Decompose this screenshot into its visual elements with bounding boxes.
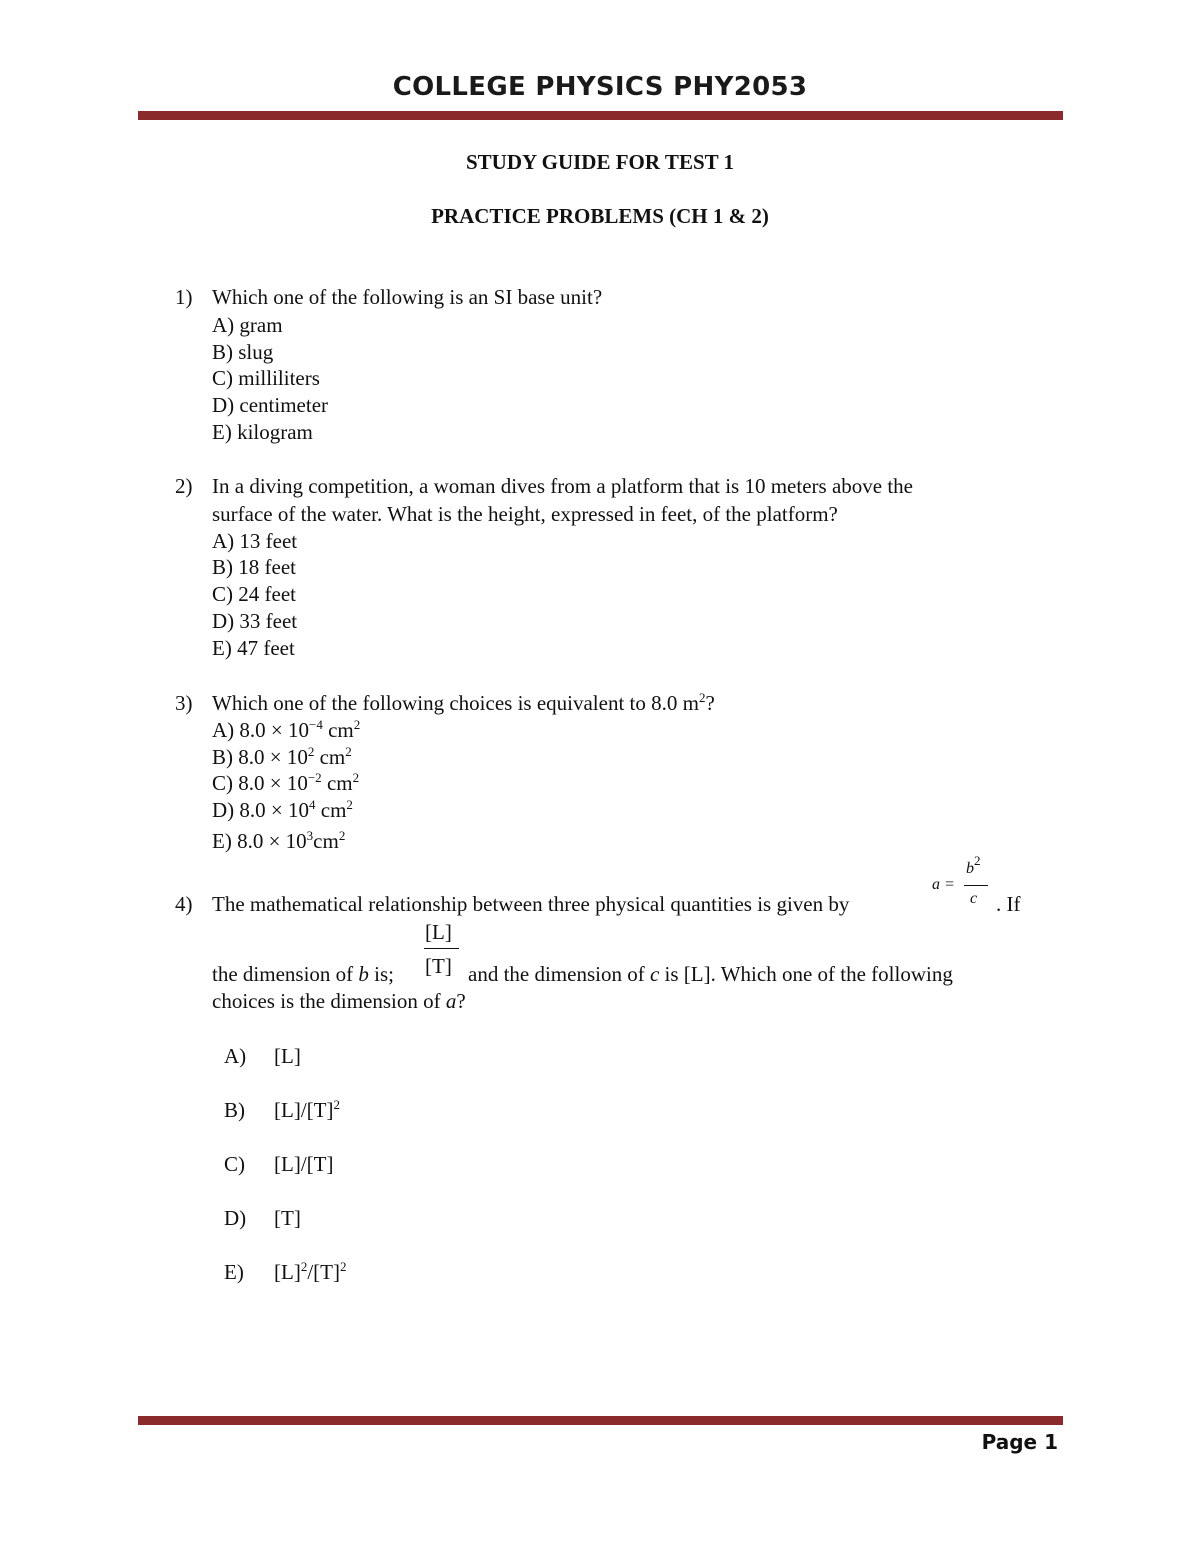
question-text-line2: surface of the water. What is the height, expressed in feet, of the platform? (212, 502, 838, 526)
question-text-line2-rest: and the dimension of c is [L]. Which one of the following (468, 962, 953, 986)
fraction-bar (964, 885, 988, 886)
question-text-line3: choices is the dimension of a? (212, 989, 466, 1013)
option-b: B) 18 feet (212, 555, 296, 579)
question-text-if: . If (996, 892, 1021, 916)
option-e: E) 47 feet (212, 636, 295, 660)
formula-denominator: c (970, 890, 978, 907)
option-a: A) gram (212, 313, 283, 337)
page-number: Page 1 (981, 1430, 1058, 1454)
b-dimension-denominator: [T] (425, 954, 452, 978)
formula-lhs: a = (932, 876, 955, 893)
option-d: D) centimeter (212, 393, 329, 417)
header-rule (138, 111, 1063, 120)
b-dimension-bar (424, 948, 459, 949)
study-guide-title: STUDY GUIDE FOR TEST 1 (465, 150, 735, 174)
option-a: A) $8.0 \times 10^{-4}$ $cm^2$ (212, 717, 361, 742)
question-text-line2-start: the dimension of b is; (212, 962, 394, 986)
question-text-line1: The mathematical relationship between three physical quantities is given by (212, 892, 850, 916)
option-e: E) kilogram (212, 420, 313, 444)
option-b: B) $8.0 \times 10^2$ $cm^2$ (212, 744, 352, 769)
b-dimension-numerator: [L] (425, 920, 452, 944)
question-text-line1: In a diving competition, a woman dives from a platform that is 10 meters above the (212, 474, 913, 498)
option-b: B) $[L]/[T]^2$ (224, 1097, 340, 1122)
option-c: C) [L]/[T] (224, 1152, 334, 1176)
option-d: D) 33 feet (212, 609, 298, 633)
footer-rule (138, 1416, 1063, 1425)
option-c: C) 24 feet (212, 582, 296, 606)
option-d: D) $8.0 \times 10^4$ $cm^2$ (212, 797, 353, 822)
question-number: 1) (175, 285, 193, 309)
practice-problems-title: PRACTICE PROBLEMS (CH 1 & 2) (431, 204, 769, 228)
option-a: A) [L] (224, 1044, 301, 1068)
question-number: 3) (175, 691, 193, 715)
question-text: Which one of the following is an SI base unit? (212, 285, 603, 309)
option-e: E) $8.0 \times 10^3cm^2$ (212, 828, 346, 853)
option-b: B) slug (212, 340, 274, 364)
option-c: C) $8.0 \times 10^{-2}$ $cm^2$ (212, 770, 360, 795)
formula-numerator: $b^2$ (966, 853, 981, 877)
question-number: 4) (175, 892, 193, 916)
question-number: 2) (175, 474, 193, 498)
option-d: D) [T] (224, 1206, 301, 1230)
option-a: A) 13 feet (212, 529, 298, 553)
option-c: C) milliliters (212, 366, 320, 390)
question-text: Which one of the following choices is equivalent to 8.0 $m^2$? (212, 690, 715, 715)
option-e: E) $[L]^2/[T]^2$ (224, 1259, 347, 1284)
course-title: COLLEGE PHYSICS PHY2053 (392, 72, 808, 102)
